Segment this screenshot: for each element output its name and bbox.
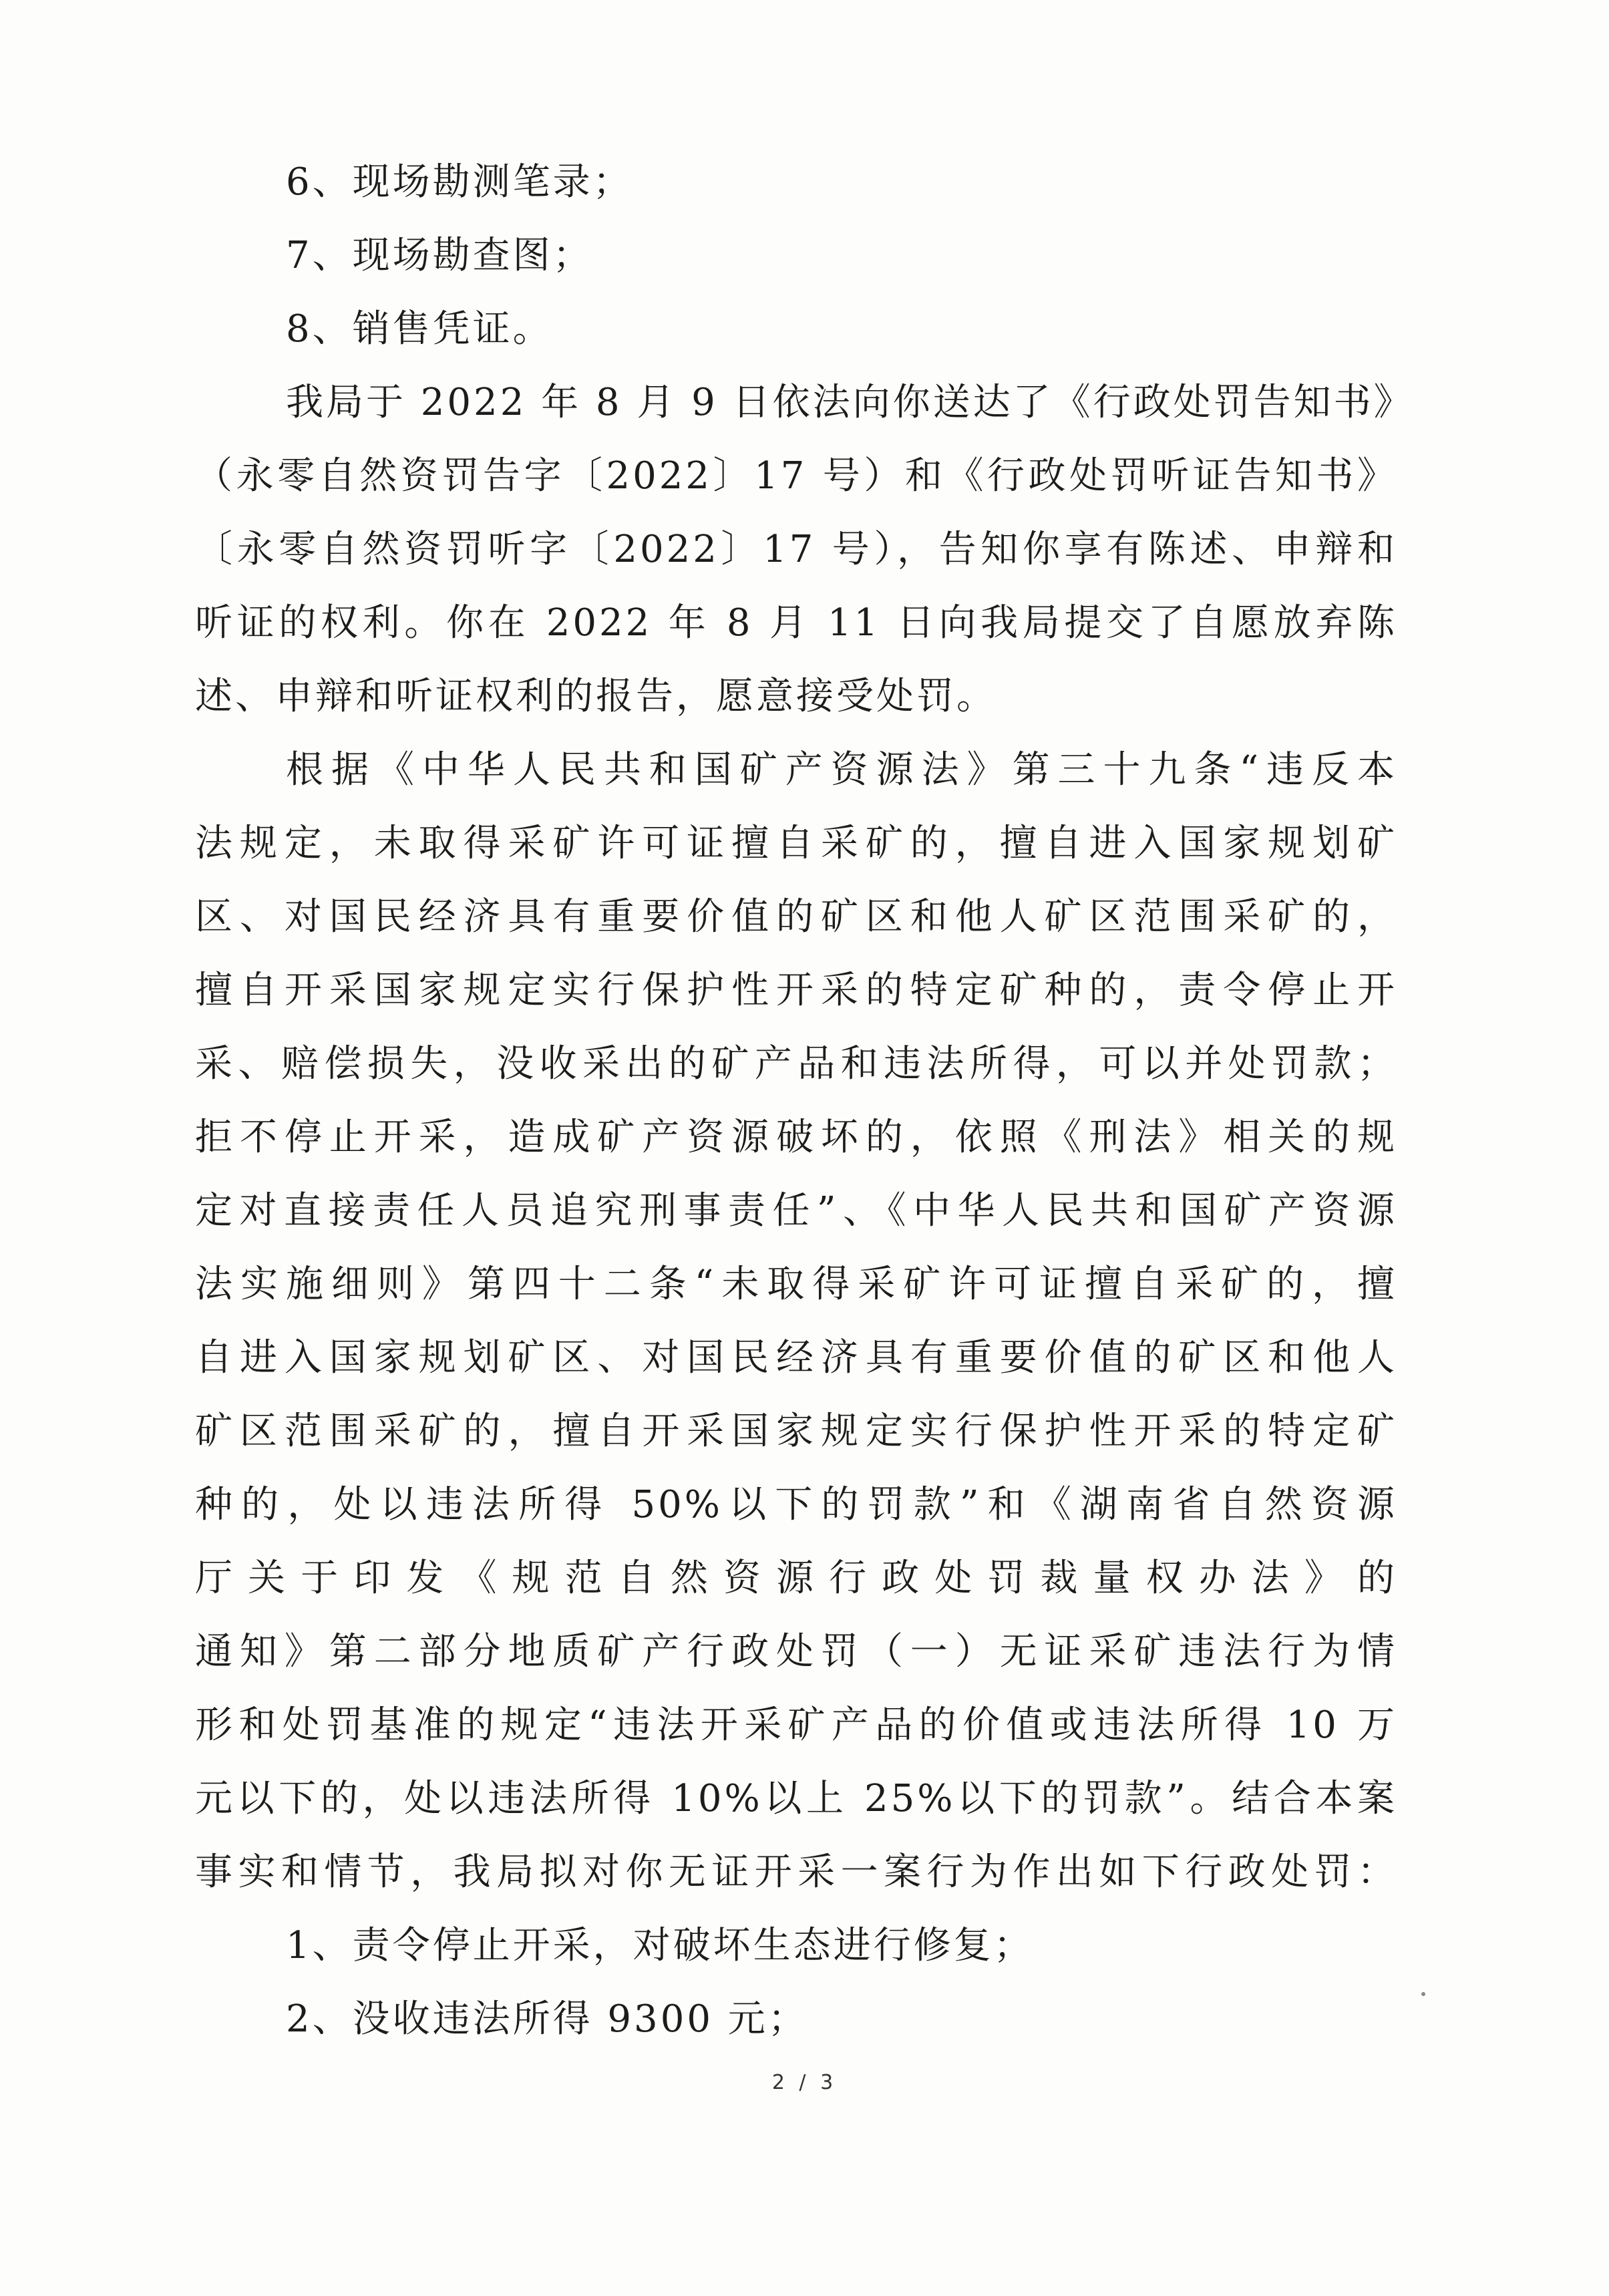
paragraph-line: 定对直接责任人员追究刑事责任”、《中华人民共和国矿产资源 [195,1189,1397,1233]
paragraph-line: 法实施细则》第四十二条“未取得采矿许可证擅自采矿的，擅 [195,1263,1397,1306]
paragraph-line: 我局于 2022 年 8 月 9 日依法向你送达了《行政处罚告知书》 [286,381,1414,424]
list-item: 1、责令停止开采，对破坏生态进行修复； [286,1924,1034,1967]
paragraph-line: 厅关于印发《规范自然资源行政处罚裁量权办法》的 [195,1556,1397,1600]
list-item: 2、没收违法所得 9300 元； [286,1997,808,2041]
paragraph-line: 矿区范围采矿的，擅自开采国家规定实行保护性开采的特定矿 [195,1410,1397,1453]
paragraph-line: 种的，处以违法所得 50%以下的罚款”和《湖南省自然资源 [195,1483,1397,1526]
paragraph-line: 听证的权利。你在 2022 年 8 月 11 日向我局提交了自愿放弃陈 [195,601,1397,645]
scan-speck [1421,1992,1425,1996]
paragraph-line: 自进入国家规划矿区、对国民经济具有重要价值的矿区和他人 [195,1336,1397,1379]
paragraph-line: 〔永零自然资罚听字〔2022〕17 号），告知你享有陈述、申辩和 [195,528,1397,571]
document-body [195,146,1414,2056]
paragraph-notice [195,366,1414,733]
paragraph-line: 拒不停止开采，造成矿产资源破坏的，依照《刑法》相关的规 [195,1116,1397,1159]
paragraph-line: 元以下的，处以违法所得 10%以上 25%以下的罚款”。结合本案 [195,1777,1397,1820]
paragraph-line: （永零自然资罚告字〔2022〕17 号）和《行政处罚听证告知书》 [195,454,1397,498]
paragraph-line: 根据《中华人民共和国矿产资源法》第三十九条“违反本 [286,748,1397,792]
paragraph-line: 区、对国民经济具有重要价值的矿区和他人矿区范围采矿的， [195,895,1397,939]
list-item: 7、现场勘查图； [286,234,593,277]
paragraph-line: 事实和情节，我局拟对你无证开采一案行为作出如下行政处罚： [195,1850,1397,1894]
list-item: 6、现场勘测笔录； [286,160,633,204]
paragraph-line: 述、申辩和听证权利的报告，愿意接受处罚。 [195,675,997,718]
paragraph-line: 采、赔偿损失，没收采出的矿产品和违法所得，可以并处罚款； [195,1042,1397,1086]
paragraph-line: 形和处罚基准的规定“违法开采矿产品的价值或违法所得 10 万 [195,1703,1397,1747]
page-number: 2 / 3 [771,2071,838,2094]
paragraph-line: 擅自开采国家规定实行保护性开采的特定矿种的，责令停止开 [195,969,1397,1012]
paragraph-line: 通知》第二部分地质矿产行政处罚（一）无证采矿违法行为情 [195,1630,1397,1673]
paragraph-legal-basis [195,733,1397,1909]
paragraph-line: 法规定，未取得采矿许可证擅自采矿的，擅自进入国家规划矿 [195,822,1397,865]
list-item: 8、销售凭证。 [286,307,553,351]
